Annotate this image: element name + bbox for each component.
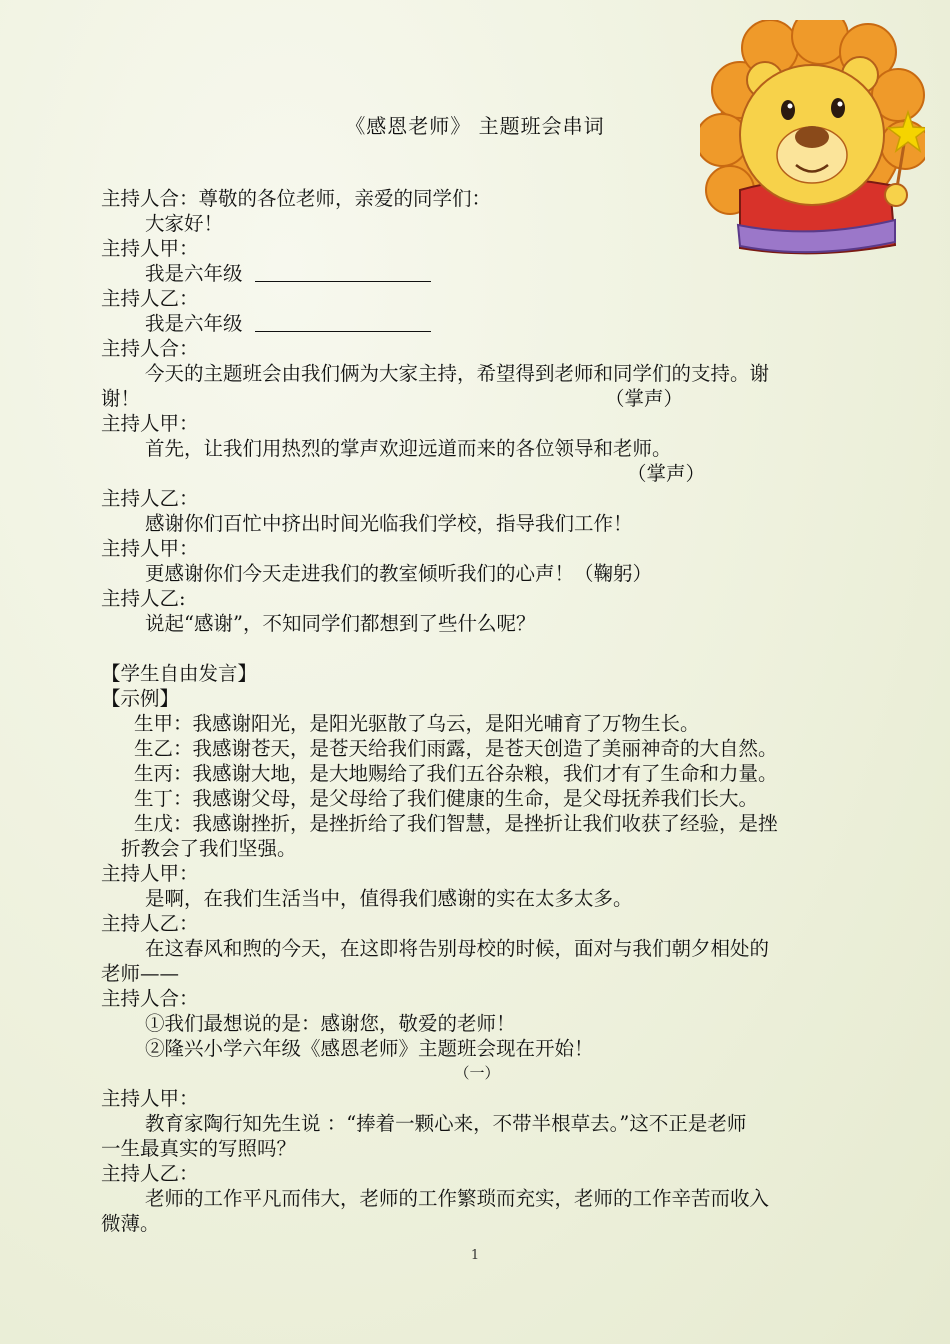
- text-line: 老师的工作平凡而伟大，老师的工作繁琐而充实，老师的工作辛苦而收入: [145, 1187, 770, 1210]
- text-line: 主持人乙：: [101, 1162, 199, 1185]
- text-line: 一生最真实的写照吗？: [101, 1137, 297, 1160]
- text-line: [101, 386, 853, 411]
- text-line: ②隆兴小学六年级《感恩老师》主题班会现在开始！: [145, 1037, 594, 1060]
- page-number: 1: [470, 1248, 480, 1263]
- text-line: 今天的主题班会由我们俩为大家主持，希望得到老师和同学们的支持。谢: [145, 362, 770, 385]
- text-line: 主持人甲：: [101, 1087, 199, 1110]
- section-number: （一）: [454, 1064, 500, 1082]
- text-line: 生乙：我感谢苍天，是苍天给我们雨露，是苍天创造了美丽神奇的大自然。: [134, 737, 778, 760]
- text-line: 教育家陶行知先生说 ：“捧着一颗心来，不带半根草去。”这不正是老师: [145, 1112, 747, 1135]
- text-line: 感谢你们百忙中挤出时间光临我们学校，指导我们工作！: [145, 512, 633, 535]
- document-body: [101, 186, 853, 1236]
- text-line: 主持人乙：: [101, 487, 199, 510]
- fill-in-blank: [255, 263, 431, 282]
- text-line: 老师——: [101, 962, 180, 985]
- fill-in-blank: [255, 313, 431, 332]
- text-line: ①我们最想说的是：感谢您，敬爱的老师！: [145, 1012, 516, 1035]
- text-line: 生丙：我感谢大地，是大地赐给了我们五谷杂粮，我们才有了生命和力量。: [134, 762, 778, 785]
- document-title: 《感恩老师》 主题班会串词: [345, 114, 605, 138]
- text-span: 我是六年级: [145, 312, 243, 335]
- text-line: 折教会了我们坚强。: [121, 837, 297, 860]
- text-line: 大家好！: [145, 212, 224, 235]
- text-line: 首先，让我们用热烈的掌声欢迎远道而来的各位领导和老师。: [145, 437, 672, 460]
- text-span: 我是六年级: [145, 262, 243, 285]
- stage-direction: （掌声）: [604, 387, 683, 410]
- text-line: 主持人合：尊敬的各位老师，亲爱的同学们：: [101, 187, 492, 210]
- text-line: 主持人乙：: [101, 287, 199, 310]
- text-line: 主持人合：: [101, 337, 199, 360]
- text-line: 主持人乙:: [101, 587, 186, 610]
- text-line: 生丁：我感谢父母，是父母给了我们健康的生命，是父母抚养我们长大。: [134, 787, 759, 810]
- text-line: 生戊：我感谢挫折，是挫折给了我们智慧，是挫折让我们收获了经验，是挫: [134, 812, 778, 835]
- text-line: 在这春风和煦的今天，在这即将告别母校的时候，面对与我们朝夕相处的: [145, 937, 770, 960]
- section-heading: 【学生自由发言】: [101, 662, 258, 685]
- text-line: 微薄。: [101, 1212, 160, 1235]
- text-line: [101, 261, 853, 286]
- text-line: 是啊，在我们生活当中，值得我们感谢的实在太多太多。: [145, 887, 633, 910]
- section-heading: 【示例】: [101, 687, 180, 710]
- text-line: 主持人甲：: [101, 412, 199, 435]
- text-span: 谢！: [101, 387, 141, 410]
- text-line: 主持人合：: [101, 987, 199, 1010]
- text-line: 主持人甲：: [101, 862, 199, 885]
- text-line: 主持人乙：: [101, 912, 199, 935]
- text-line: 生甲：我感谢阳光，是阳光驱散了乌云，是阳光哺育了万物生长。: [134, 712, 700, 735]
- text-line: 主持人甲：: [101, 237, 199, 260]
- stage-direction: （掌声）: [626, 462, 705, 485]
- spacer: [101, 636, 853, 661]
- text-line: 主持人甲：: [101, 537, 199, 560]
- text-line: [101, 311, 853, 336]
- text-line: 说起“感谢”，不知同学们都想到了些什么呢？: [145, 612, 536, 635]
- text-line: 更感谢你们今天走进我们的教室倾听我们的心声！（鞠躬）: [145, 562, 653, 585]
